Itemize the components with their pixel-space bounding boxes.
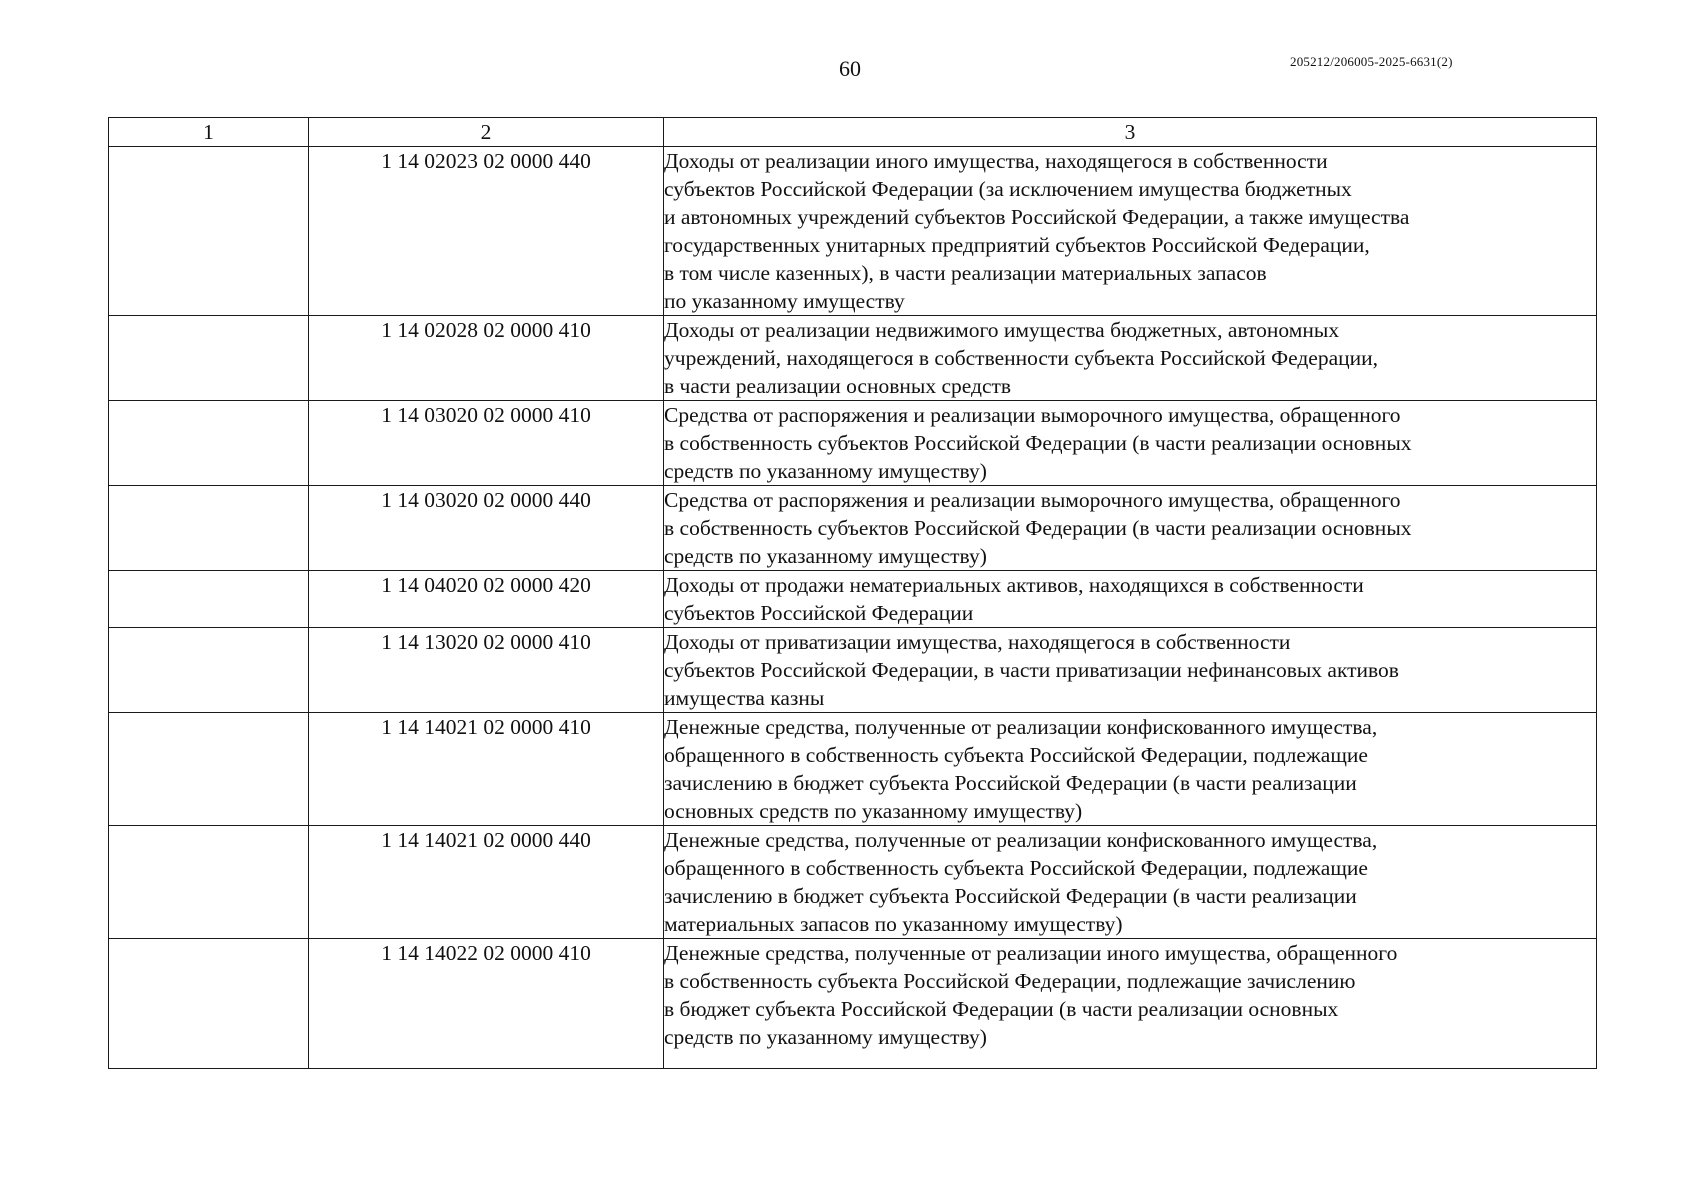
description-line: Доходы от реализации недвижимого имущества бюджетных, автономных <box>664 318 1340 342</box>
description-cell <box>664 316 1597 401</box>
description-line: средств по указанному имуществу) <box>664 1025 987 1049</box>
row-number-cell <box>109 628 309 713</box>
description-line: в собственность субъектов Российской Федерации (в части реализации основных <box>664 516 1412 540</box>
table-row <box>109 939 1597 1069</box>
table-row <box>109 486 1597 571</box>
row-number-cell <box>109 571 309 628</box>
budget-code-cell: 1 14 14021 02 0000 440 <box>309 826 664 939</box>
budget-code-cell: 1 14 02028 02 0000 410 <box>309 316 664 401</box>
description-line: Денежные средства, полученные от реализации конфискованного имущества, <box>664 828 1378 852</box>
table-row <box>109 713 1597 826</box>
description-line: имущества казны <box>664 686 825 710</box>
description-line: в собственность субъектов Российской Федерации (в части реализации основных <box>664 431 1412 455</box>
description-line: субъектов Российской Федерации <box>664 601 974 625</box>
table-header-row <box>109 118 1597 147</box>
description-line: основных средств по указанному имуществу) <box>664 799 1083 823</box>
row-number-cell <box>109 486 309 571</box>
description-line: обращенного в собственность субъекта Российской Федерации, подлежащие <box>664 856 1368 880</box>
page-number: 60 <box>839 56 861 81</box>
column-header-1: 1 <box>109 118 309 147</box>
revenue-table <box>108 117 1597 1069</box>
row-number-cell <box>109 939 309 1069</box>
table-row <box>109 628 1597 713</box>
row-number-cell <box>109 316 309 401</box>
budget-code-cell: 1 14 04020 02 0000 420 <box>309 571 664 628</box>
description-line: учреждений, находящегося в собственности субъекта Российской Федерации, <box>664 346 1379 370</box>
budget-code-cell: 1 14 13020 02 0000 410 <box>309 628 664 713</box>
description-cell <box>664 147 1597 316</box>
row-number-cell <box>109 713 309 826</box>
description-cell <box>664 571 1597 628</box>
description-cell <box>664 939 1597 1069</box>
column-header-3: 3 <box>664 118 1597 147</box>
description-cell <box>664 826 1597 939</box>
description-line: Денежные средства, полученные от реализации иного имущества, обращенного <box>664 941 1398 965</box>
table-row <box>109 147 1597 316</box>
description-line: в бюджет субъекта Российской Федерации (в части реализации основных <box>664 997 1339 1021</box>
description-line: Средства от распоряжения и реализации выморочного имущества, обращенного <box>664 488 1401 512</box>
budget-code-cell: 1 14 14021 02 0000 410 <box>309 713 664 826</box>
description-line: субъектов Российской Федерации (за исключением имущества бюджетных <box>664 177 1352 201</box>
description-line: Денежные средства, полученные от реализации конфискованного имущества, <box>664 715 1378 739</box>
description-line: Доходы от продажи нематериальных активов, находящихся в собственности <box>664 573 1364 597</box>
description-line: в части реализации основных средств <box>664 374 1012 398</box>
description-cell <box>664 713 1597 826</box>
description-line: Доходы от приватизации имущества, находящегося в собственности <box>664 630 1291 654</box>
description-line: субъектов Российской Федерации, в части приватизации нефинансовых активов <box>664 658 1399 682</box>
description-line: средств по указанному имуществу) <box>664 544 987 568</box>
description-line: Средства от распоряжения и реализации выморочного имущества, обращенного <box>664 403 1401 427</box>
row-number-cell <box>109 147 309 316</box>
table-body <box>109 147 1597 1069</box>
description-line: материальных запасов по указанному имуществу) <box>664 912 1123 936</box>
document-id: 205212/206005-2025-6631(2) <box>1290 54 1453 69</box>
table-row <box>109 401 1597 486</box>
column-header-2: 2 <box>309 118 664 147</box>
description-line: в том числе казенных), в части реализации материальных запасов <box>664 261 1267 285</box>
table-row <box>109 316 1597 401</box>
description-cell <box>664 401 1597 486</box>
description-cell <box>664 628 1597 713</box>
table-row <box>109 571 1597 628</box>
description-line: Доходы от реализации иного имущества, находящегося в собственности <box>664 149 1328 173</box>
row-number-cell <box>109 826 309 939</box>
budget-code-cell: 1 14 14022 02 0000 410 <box>309 939 664 1069</box>
budget-code-cell: 1 14 03020 02 0000 440 <box>309 486 664 571</box>
description-cell <box>664 486 1597 571</box>
description-line: и автономных учреждений субъектов Российской Федерации, а также имущества <box>664 205 1410 229</box>
budget-code-cell: 1 14 03020 02 0000 410 <box>309 401 664 486</box>
description-line: в собственность субъекта Российской Федерации, подлежащие зачислению <box>664 969 1356 993</box>
description-line: обращенного в собственность субъекта Российской Федерации, подлежащие <box>664 743 1368 767</box>
budget-code-cell: 1 14 02023 02 0000 440 <box>309 147 664 316</box>
table-row <box>109 826 1597 939</box>
description-line: зачислению в бюджет субъекта Российской Федерации (в части реализации <box>664 884 1357 908</box>
description-line: средств по указанному имуществу) <box>664 459 987 483</box>
description-line: по указанному имуществу <box>664 289 905 313</box>
description-line: государственных унитарных предприятий субъектов Российской Федерации, <box>664 233 1370 257</box>
description-line: зачислению в бюджет субъекта Российской Федерации (в части реализации <box>664 771 1357 795</box>
row-number-cell <box>109 401 309 486</box>
